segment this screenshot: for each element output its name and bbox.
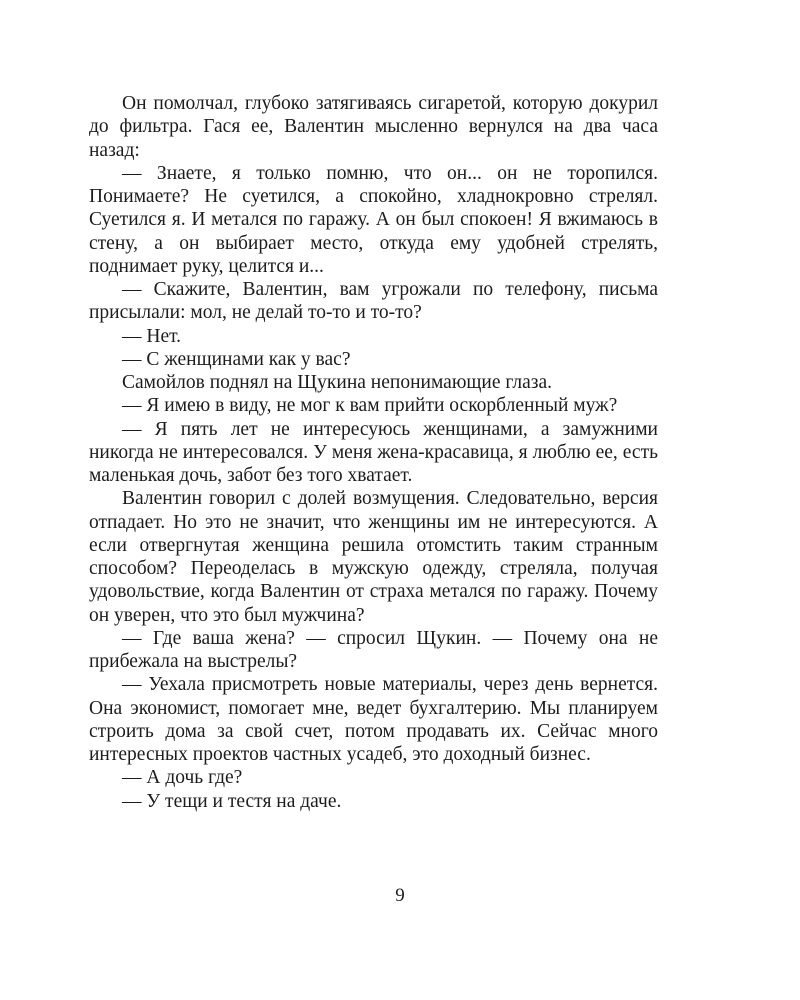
paragraph-5: — С женщинами как у вас? <box>122 348 351 370</box>
paragraph-8: — Я пять лет не интересуюсь женщинами, а замужними никогда не интересовался. У меня жена-красавица, я люблю ее, есть маленькая дочь, забот без того хватает. <box>89 418 658 486</box>
paragraph-4: — Нет. <box>122 325 182 347</box>
paragraph-7: — Я имею в виду, не мог к вам прийти оскорбленный муж? <box>122 395 618 417</box>
page-number: 9 <box>395 885 405 906</box>
paragraph-6: Самойлов поднял на Щукина непонимающие глаза. <box>122 372 552 393</box>
paragraph-9: Валентин говорил с долей возмущения. Следовательно, версия отпадает. Но это не значит, что женщины им не интересуются. А если отвергнутая женщина решила отомстить таким странным способом? Переоделась в мужскую одежду, стреляла, получая удовольствие, когда Валентин от страха метался по гаражу. Почему он уверен, что это был мужчина? <box>89 488 658 626</box>
paragraph-12: — А дочь где? <box>122 767 243 789</box>
paragraph-13: — У тещи и тестя на даче. <box>122 790 342 812</box>
paragraph-10: — Где ваша жена? — спросил Щукин. — Почему она не прибежала на выстрелы? <box>89 627 658 672</box>
paragraph-2: — Знаете, я только помню, что он... он не торопился. Понимаете? Не суетился, а спокойно, хладнокровно стрелял. Суетился я. И метался по гаражу. А он был спокоен! Я вжимаюсь в стену, а он выбирает место, откуда ему удобней стрелять, поднимает руку, целится и... <box>89 162 658 277</box>
paragraph-3: — Скажите, Валентин, вам угрожали по телефону, письма присылали: мол, не делай то-то и то-то? <box>89 279 658 324</box>
paragraph-1: Он помолчал, глубоко затягиваясь сигаретой, которую докурил до фильтра. Гася ее, Валентин мысленно вернулся на два часа назад: <box>89 93 658 161</box>
page-text <box>89 92 658 813</box>
paragraph-11: — Уехала присмотреть новые материалы, через день вернется. Она экономист, помогает мне, ведет бухгалтерию. Мы планируем строить дома за свой счет, потом продавать их. Сейчас много интересных проектов частных усадеб, это доходный бизнес. <box>89 674 658 765</box>
